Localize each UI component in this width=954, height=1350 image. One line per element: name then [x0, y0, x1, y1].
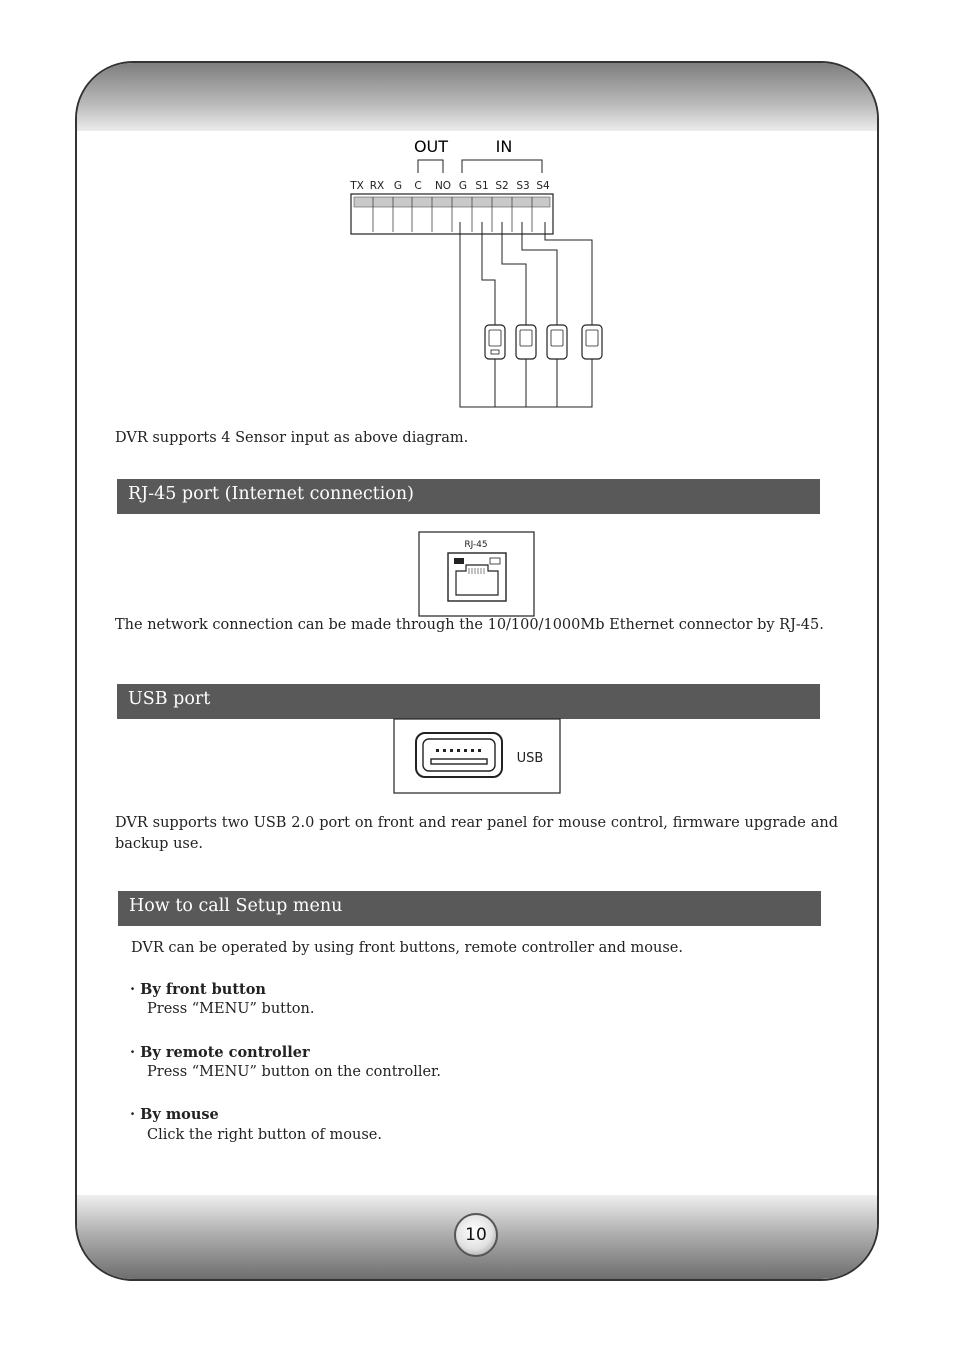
page-number: 10 — [454, 1213, 498, 1257]
method-remote-label: · By remote controller — [130, 1044, 310, 1061]
method-mouse-label: · By mouse — [130, 1106, 219, 1123]
sensor-wiring-diagram — [340, 132, 620, 412]
pin-label-s1: S1 — [475, 180, 489, 192]
rj45-section-header: RJ-45 port (Internet connection) — [117, 479, 820, 514]
method-front-button-label: · By front button — [130, 981, 266, 998]
pin-label-s4: S4 — [536, 180, 550, 192]
header-band — [77, 63, 877, 131]
rj45-port-label: RJ-45 — [464, 540, 488, 550]
usb-port-label: USB — [516, 751, 544, 766]
rj45-port-illustration — [418, 531, 535, 617]
pin-label-c: C — [414, 180, 422, 192]
setup-intro: DVR can be operated by using front buttons, remote controller and mouse. — [131, 940, 683, 956]
terminal-block — [351, 194, 553, 234]
setup-section-header: How to call Setup menu — [118, 891, 821, 926]
method-mouse-detail: Click the right button of mouse. — [147, 1127, 382, 1143]
pin-label-rx: RX — [369, 180, 385, 192]
method-remote-detail: Press “MENU” button on the controller. — [147, 1064, 442, 1080]
in-label: IN — [495, 137, 513, 156]
pin-label-g1: G — [393, 180, 403, 192]
pin-label-no: NO — [434, 180, 452, 192]
usb-description: DVR supports two USB 2.0 port on front and rear panel for mouse control, firmware upgrade and backup use. — [115, 815, 838, 852]
sensor-devices — [485, 325, 602, 359]
usb-port-illustration — [393, 718, 561, 794]
pin-label-s3: S3 — [516, 180, 530, 192]
method-front-button-detail: Press “MENU” button. — [147, 1001, 315, 1017]
pin-label-s2: S2 — [495, 180, 509, 192]
rj45-description: The network connection can be made through the 10/100/1000Mb Ethernet connector by RJ-45. — [115, 617, 824, 633]
usb-section-header: USB port — [117, 684, 820, 719]
pin-label-tx: TX — [350, 180, 364, 192]
out-label: OUT — [413, 137, 449, 156]
sensor-caption: DVR supports 4 Sensor input as above diagram. — [115, 430, 469, 446]
pin-label-g2: G — [458, 180, 468, 192]
